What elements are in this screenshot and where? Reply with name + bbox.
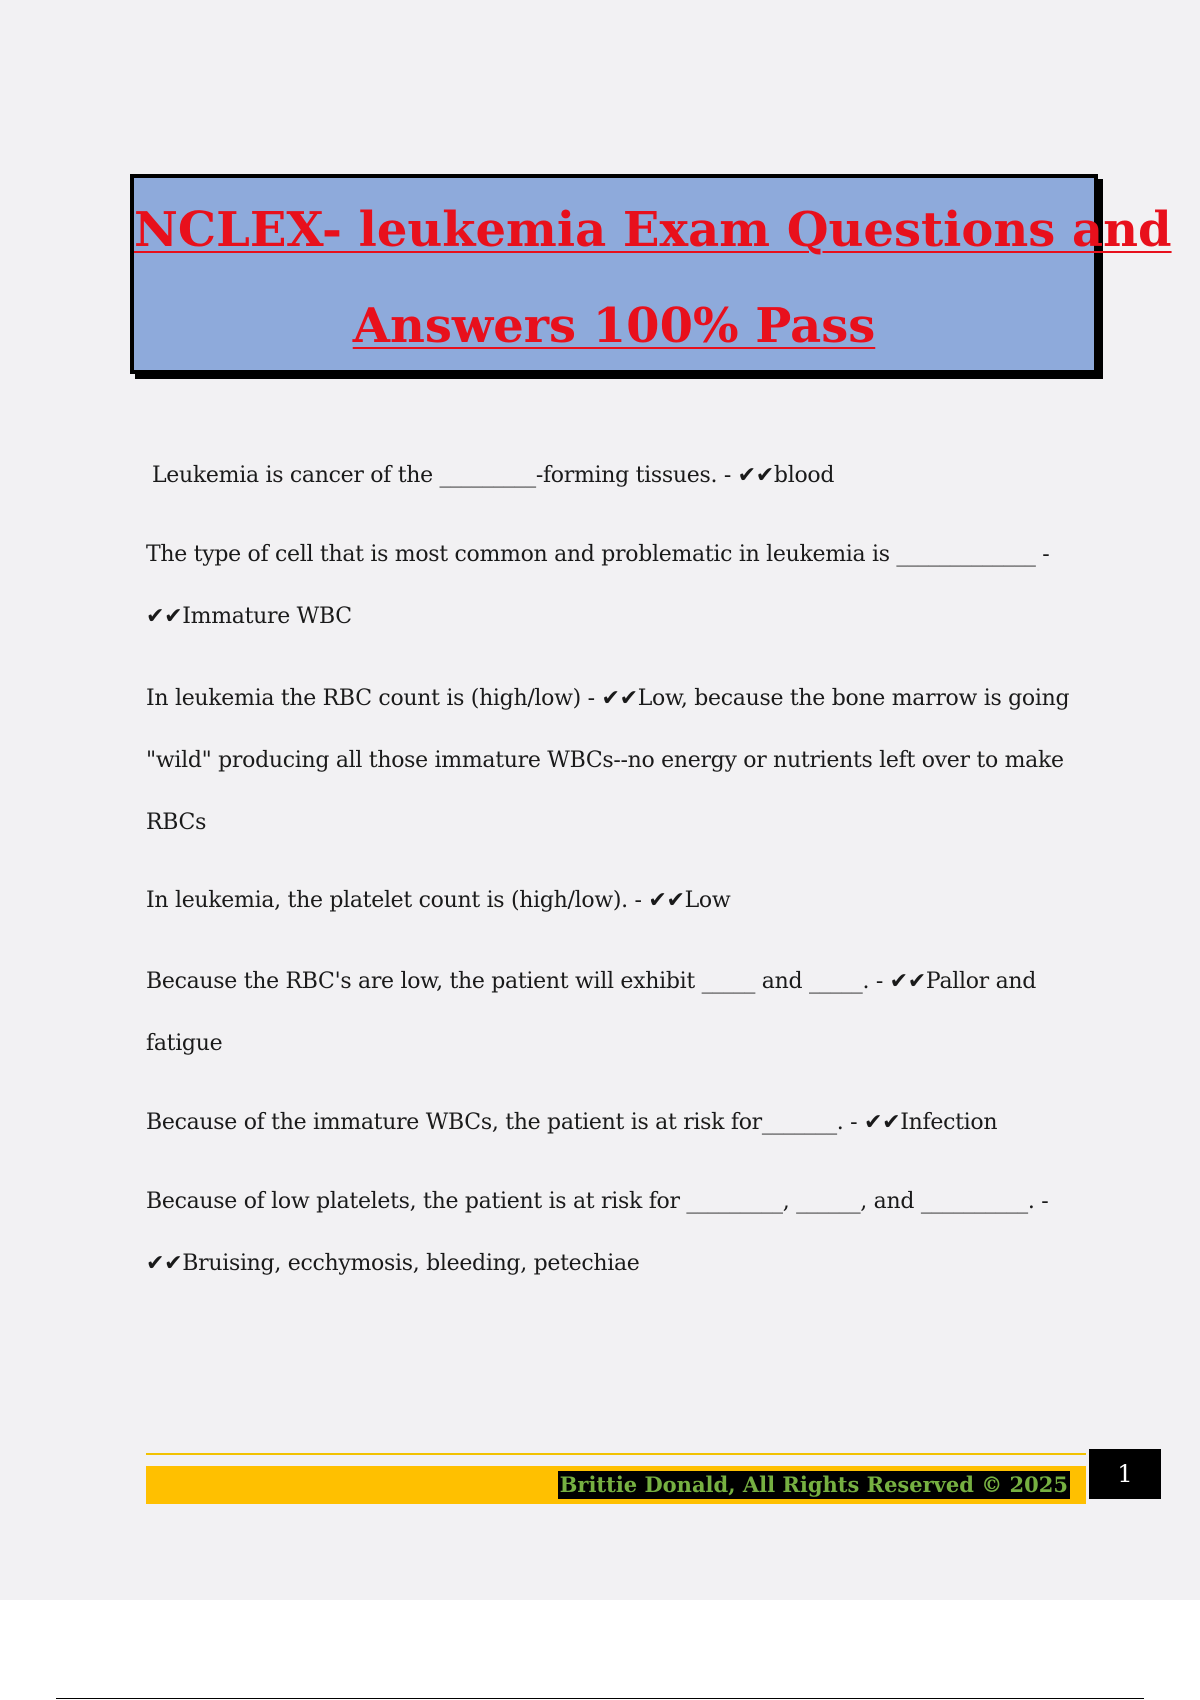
qa-item-3: In leukemia the RBC count is (high/low) - ✔✔Low, because the bone marrow is going "wild" producing all those immature WBCs--no energy or nutrients left over to make RBCs — [146, 686, 1070, 835]
footer-bar — [146, 1466, 1086, 1504]
copyright-notice: Brittie Donald, All Rights Reserved © 2025 — [559, 1472, 1068, 1497]
footer-rule — [146, 1453, 1086, 1455]
qa-item-1: Leukemia is cancer of the _________-forming tissues. - ✔✔blood — [152, 463, 835, 488]
qa-item-6: Because of the immature WBCs, the patient is at risk for_______. - ✔✔Infection — [146, 1110, 998, 1135]
title-line-1: NCLEX- leukemia Exam Questions and — [134, 202, 1172, 258]
page-number: 1 — [1089, 1449, 1161, 1499]
qa-item-5: Because the RBC's are low, the patient will exhibit _____ and _____. - ✔✔Pallor and fatigue — [146, 969, 1037, 1056]
title-box — [130, 174, 1172, 374]
qa-item-2: The type of cell that is most common and problematic in leukemia is _____________ - ✔✔Immature WBC — [146, 542, 1050, 629]
qa-item-7: Because of low platelets, the patient is at risk for _________, ______, and __________. - ✔✔Bruising, ecchymosis, bleeding, petechiae — [146, 1189, 1049, 1276]
title-line-2: Answers 100% Pass — [352, 298, 876, 354]
qa-item-4: In leukemia, the platelet count is (high/low). - ✔✔Low — [146, 888, 731, 913]
bottom-divider — [56, 1698, 1144, 1699]
